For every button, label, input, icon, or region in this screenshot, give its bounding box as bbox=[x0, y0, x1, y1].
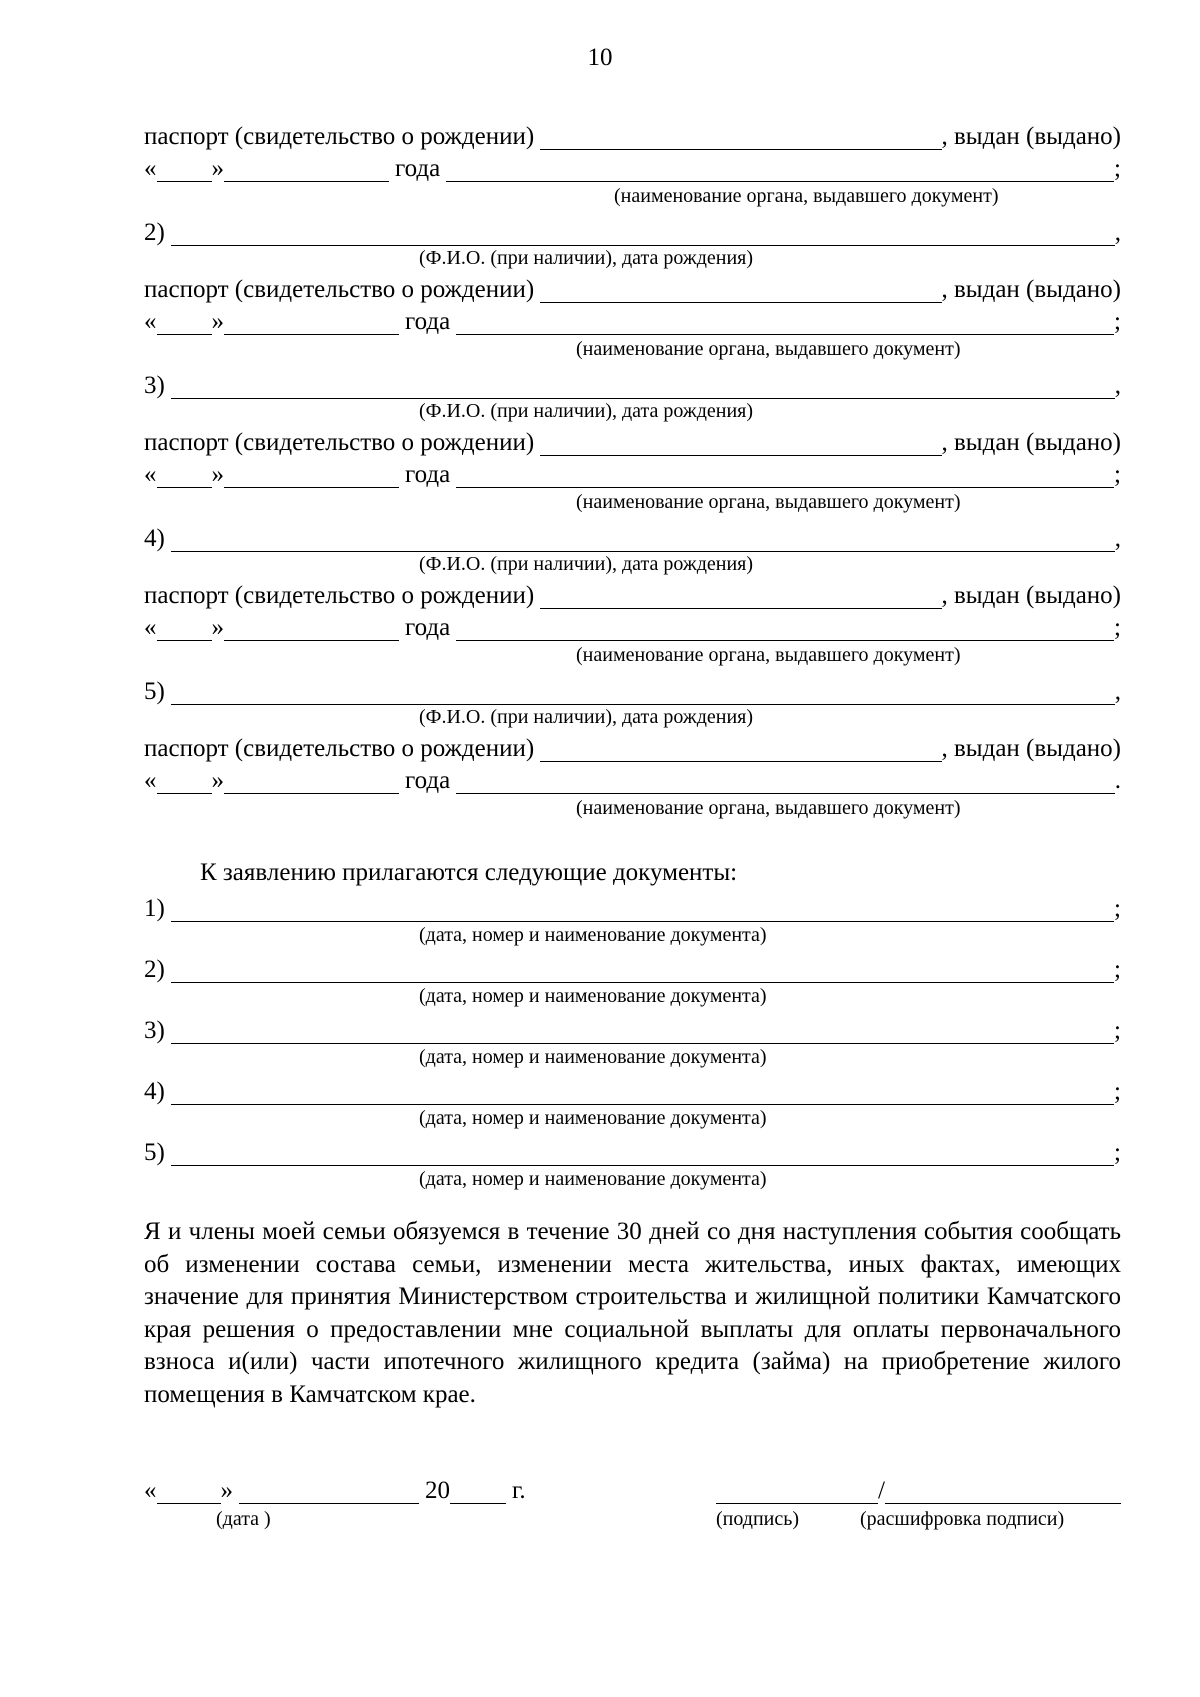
signature-line: / bbox=[716, 1470, 1121, 1504]
attachment-field[interactable] bbox=[171, 1082, 1114, 1105]
decode-caption: (расшифровка подписи) bbox=[860, 1508, 1065, 1530]
attachments-heading-line bbox=[144, 852, 1121, 886]
member-name-field[interactable] bbox=[171, 376, 1115, 399]
attachment-field[interactable] bbox=[171, 899, 1114, 922]
issue-day-field[interactable] bbox=[157, 618, 212, 641]
passport-number-field[interactable] bbox=[540, 280, 941, 303]
issue-date-line: « » года . bbox=[144, 767, 1121, 794]
issue-date-line: « » года ; bbox=[144, 461, 1121, 488]
attachment-line: 4) ; bbox=[144, 1078, 1121, 1105]
passport-number-field[interactable] bbox=[540, 433, 941, 456]
issuer-field[interactable] bbox=[446, 159, 1114, 182]
issued-label: , выдан (выдано) bbox=[941, 123, 1121, 150]
member-name-field[interactable] bbox=[171, 223, 1115, 246]
member-name-field[interactable] bbox=[171, 529, 1115, 552]
passport-number-field[interactable] bbox=[540, 586, 941, 609]
sign-year-field[interactable] bbox=[450, 1481, 506, 1504]
issue-day-field[interactable] bbox=[157, 465, 212, 488]
member-line: 5) , bbox=[144, 678, 1121, 705]
passport-line bbox=[144, 116, 1121, 150]
attachments-heading: К заявлению прилагаются следующие документы: bbox=[200, 859, 738, 886]
passport-line: паспорт (свидетельство о рождении) , выдан (выдано) bbox=[144, 276, 1121, 303]
passport-line: паспорт (свидетельство о рождении) , выдан (выдано) bbox=[144, 735, 1121, 762]
issue-month-field[interactable] bbox=[224, 312, 399, 335]
date-line: « » 20 г. bbox=[144, 1477, 526, 1504]
issue-date-line: « » года ; bbox=[144, 614, 1121, 641]
member-line: 2) , bbox=[144, 219, 1121, 246]
issue-date-line: « » года ; bbox=[144, 308, 1121, 335]
obligation-paragraph: Я и члены моей семьи обязуемся в течение 30 дней со дня наступления события сообщать об изменении состава семьи, изменении места жительства, иных фактах, имеющих значение для принятия Министерством строительства и жилищной политики Камчатского края решения о предоставлении мне социальной выплаты для оплаты первоначального взноса и(или) части ипотечного жилищного кредита (займа) на приобретение жилого помещения в Камчатском крае. bbox=[144, 1218, 1121, 1408]
attachment-line: 3) ; bbox=[144, 1017, 1121, 1044]
issue-month-field[interactable] bbox=[224, 159, 389, 182]
sign-day-field[interactable] bbox=[157, 1481, 221, 1504]
member-line: 4) , bbox=[144, 525, 1121, 552]
issuer-field[interactable] bbox=[456, 465, 1114, 488]
member-line: 3) , bbox=[144, 372, 1121, 399]
passport-number-field[interactable] bbox=[540, 127, 941, 150]
issuer-field[interactable] bbox=[456, 312, 1114, 335]
issue-month-field[interactable] bbox=[224, 465, 399, 488]
attachment-field[interactable] bbox=[171, 1143, 1114, 1166]
attachment-field[interactable] bbox=[171, 1021, 1114, 1044]
member-name-field[interactable] bbox=[171, 682, 1115, 705]
attachment-line: 5) ; bbox=[144, 1139, 1121, 1166]
passport-line: паспорт (свидетельство о рождении) , выдан (выдано) bbox=[144, 429, 1121, 456]
signature-decode-field[interactable] bbox=[885, 1481, 1121, 1504]
attachment-line: 2) ; bbox=[144, 956, 1121, 983]
sign-month-field[interactable] bbox=[239, 1481, 419, 1504]
attachment-line: 1) ; bbox=[144, 895, 1121, 922]
passport-line: паспорт (свидетельство о рождении) , выдан (выдано) bbox=[144, 582, 1121, 609]
attachment-field[interactable] bbox=[171, 960, 1114, 983]
issue-month-field[interactable] bbox=[224, 771, 399, 794]
issuer-field[interactable] bbox=[456, 618, 1114, 641]
issue-day-field[interactable] bbox=[157, 312, 212, 335]
issue-day-field[interactable] bbox=[157, 159, 212, 182]
issuer-field[interactable] bbox=[456, 771, 1115, 794]
issue-date-line: « » года ; bbox=[144, 155, 1121, 182]
date-caption: (дата ) bbox=[216, 1508, 271, 1530]
passport-label: паспорт (свидетельство о рождении) bbox=[144, 123, 535, 150]
signature-field[interactable] bbox=[716, 1481, 878, 1504]
sign-caption: (подпись) bbox=[716, 1508, 800, 1530]
issue-day-field[interactable] bbox=[157, 771, 212, 794]
page-number: 10 bbox=[587, 44, 613, 71]
issue-month-field[interactable] bbox=[224, 618, 399, 641]
passport-number-field[interactable] bbox=[540, 739, 941, 762]
